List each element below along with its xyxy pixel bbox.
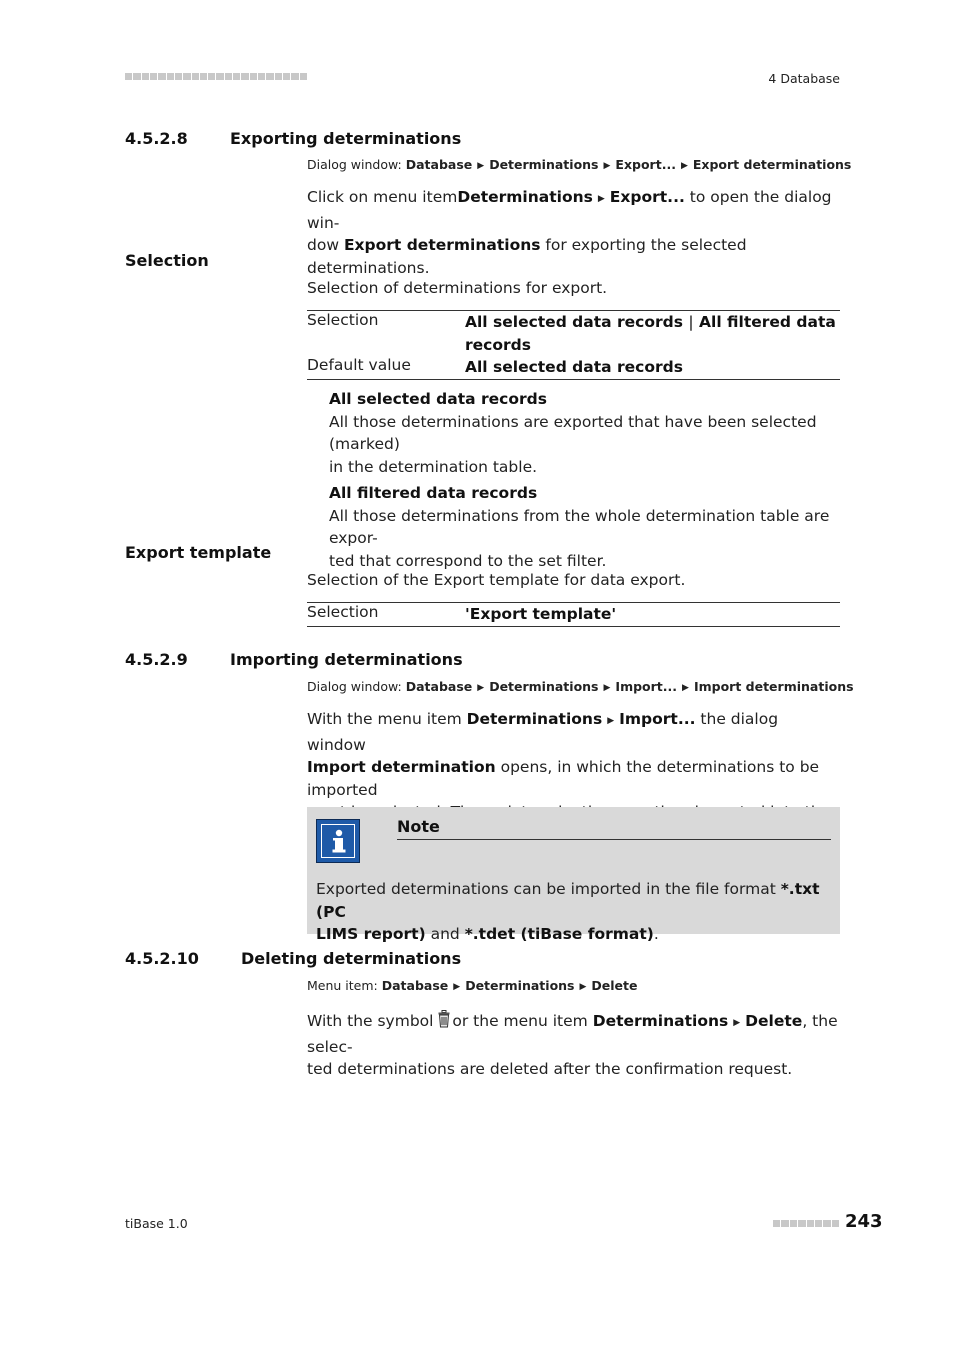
arrow-right-icon: ▶ [597, 194, 605, 204]
arrow-right-icon: ▶ [579, 982, 587, 992]
option-title: All filtered data records [329, 484, 538, 502]
note-title: Note [397, 817, 831, 840]
arrow-right-icon: ▶ [603, 683, 611, 693]
note-box [307, 807, 840, 943]
note-text: Exported determinations can be imported in the file format *.txt (PC LIMS report) and *.tdet (tiBase format). [316, 880, 820, 943]
intro-paragraph: With the symbol or the menu item Determinations ▶ Delete, the selec- ted determinations are deleted after the confirmation request. [307, 1012, 838, 1078]
arrow-right-icon: ▶ [607, 716, 615, 726]
menu-path: Menu item: Database ▶ Determinations ▶ Delete [307, 978, 638, 993]
footer-product: tiBase 1.0 [125, 1216, 188, 1231]
export-template-description: Selection of the Export template for data export. [307, 571, 686, 589]
option-description: All those determinations are exported that have been selected (marked) in the determination table. [329, 412, 817, 476]
intro-paragraph: Click on menu itemDeterminations ▶ Export... to open the dialog win- dow Export determinations for exporting the selected determinations. [307, 188, 832, 277]
parameter-table [307, 310, 840, 380]
trash-icon [438, 1010, 450, 1028]
arrow-right-icon: ▶ [453, 982, 461, 992]
table-row: Default value All selected data records [307, 356, 683, 376]
chapter-header: 4 Database [768, 71, 840, 86]
table-row: Selection All selected data records | All filtered data records [307, 311, 836, 354]
arrow-right-icon: ▶ [733, 1018, 741, 1028]
info-icon [316, 819, 360, 863]
arrow-right-icon: ▶ [680, 161, 688, 171]
dialog-path: Dialog window: Database ▶ Determinations ▶ Export... ▶ Export determinations [307, 157, 852, 172]
section-number: 4.5.2.10 [125, 949, 199, 968]
table-row: Selection 'Export template' [307, 603, 617, 623]
parameter-table [307, 602, 840, 627]
option-title: All selected data records [329, 390, 547, 408]
arrow-right-icon: ▶ [477, 161, 485, 171]
section-title: Exporting determinations [230, 129, 462, 148]
option-list [329, 388, 840, 572]
export-template-heading: Export template [125, 543, 272, 562]
selection-description: Selection of determinations for export. [307, 279, 608, 297]
footer-decoration [773, 1220, 839, 1227]
option-description: All those determinations from the whole determination table are expor- ted that correspond to the set filter. [329, 506, 830, 570]
section-number: 4.5.2.9 [125, 650, 188, 669]
arrow-right-icon: ▶ [682, 683, 689, 693]
page-number: 243 [845, 1211, 883, 1232]
arrow-right-icon: ▶ [477, 683, 485, 693]
header-decoration [125, 73, 307, 80]
section-title: Importing determinations [230, 650, 463, 669]
section-title: Deleting determinations [241, 949, 462, 968]
section-number: 4.5.2.8 [125, 129, 188, 148]
arrow-right-icon: ▶ [603, 161, 611, 171]
intro-paragraph: With the menu item Determinations ▶ Import... the dialog window Import determination opens, in which the determinations to be imported [307, 710, 820, 799]
selection-heading: Selection [125, 251, 209, 270]
dialog-path: Dialog window: Database ▶ Determinations ▶ Import... ▶ Import determinations [307, 679, 854, 694]
